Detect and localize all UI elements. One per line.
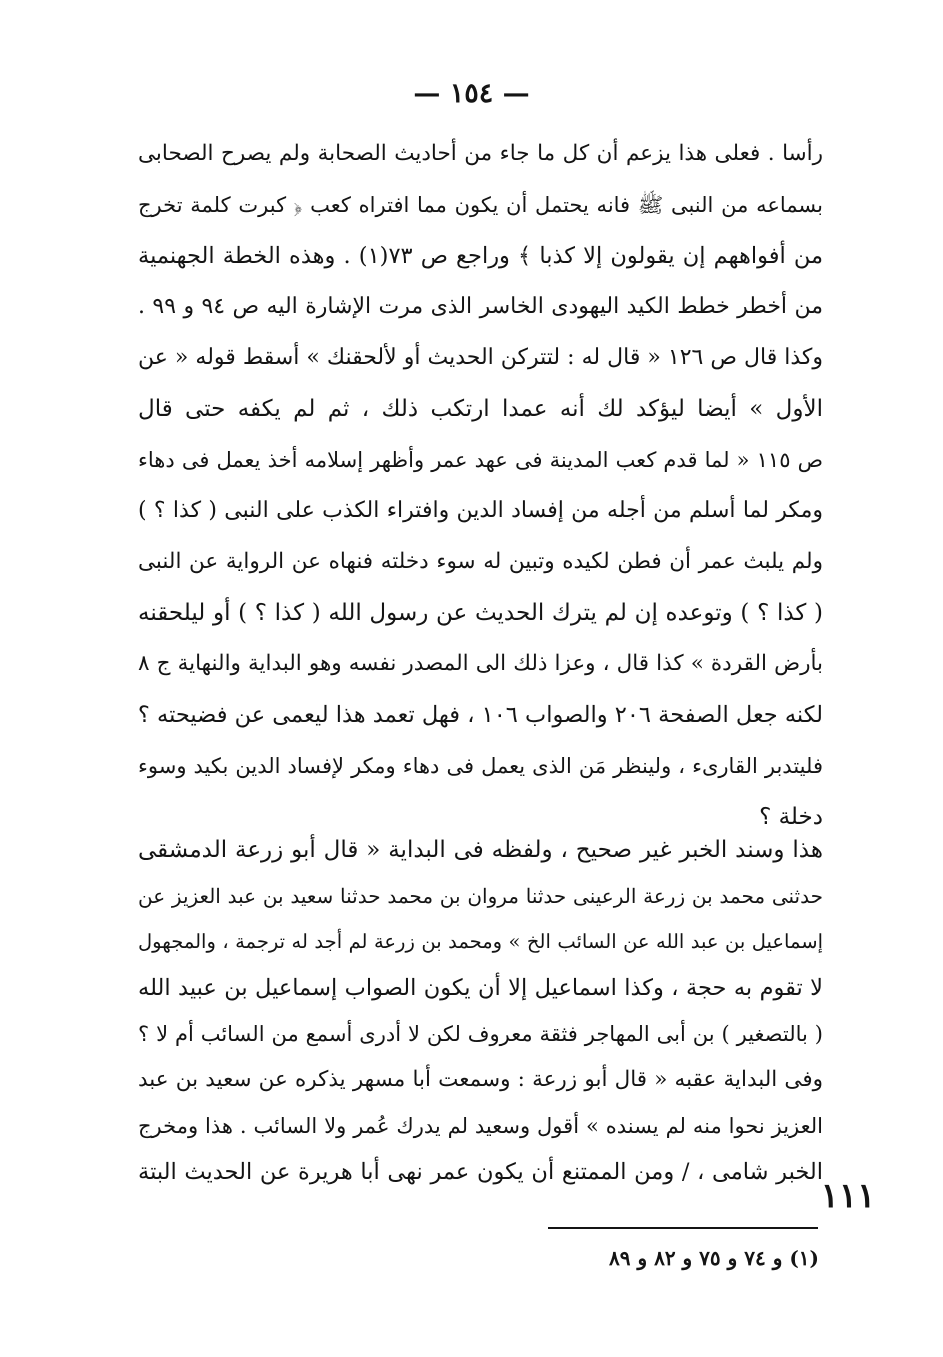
text-line: ولم يلبث عمر أن فطن لكيده وتبين له سوء دخلته فنهاه عن الرواية عن النبى — [138, 549, 823, 574]
text-line: ( بالتصغير ) بن أبى المهاجر فثقة معروف لكن لا أدرى أسمع من السائب أم لا ؟ — [138, 1022, 823, 1046]
text-line: ومكر لما أسلم من أجله من إفساد الدين وافتراء الكذب على النبى ( كذا ؟ ) — [138, 498, 823, 523]
text-line: دخلة ؟ — [759, 804, 823, 830]
page-number: — ١٥٤ — — [413, 78, 530, 109]
text-line: وكذا قال ص ١٢٦ « قال له : لتتركن الحديث أو لألحقنك » أسقط قوله « عن — [138, 345, 823, 370]
text-line: ( كذا ؟ ) وتوعده إن لم يترك الحديث عن رسول الله ( كذا ؟ ) أو ليلحقنه — [138, 600, 823, 626]
text-line: الأول » أيضا ليؤكد لك أنه عمدا ارتكب ذلك ، ثم لم يكفه حتى قال — [138, 396, 823, 422]
text-line: من أفواههم إن يقولون إلا كذبا ﴾ وراجع ص ٧٣(١) . وهذه الخطة الجهنمية — [138, 243, 823, 269]
margin-page-reference: ١١١ — [820, 1176, 876, 1216]
text-line: حدثنى محمد بن زرعة الرعينى حدثنا مروان بن محمد حدثنا سعيد بن عبد العزيز عن — [138, 884, 823, 908]
text-line: الخبر شامى ، / ومن الممتنع أن يكون عمر نهى أبا هريرة عن الحديث البتة — [138, 1159, 823, 1185]
text-line: بأرض القردة » كذا قال ، وعزا ذلك الى المصدر نفسه وهو البداية والنهاية ج ٨ — [138, 651, 823, 676]
footnote-divider — [548, 1227, 818, 1229]
text-line: لا تقوم به حجة ، وكذا اسماعيل إلا أن يكون الصواب إسماعيل بن عبيد الله — [138, 975, 823, 1001]
text-line: بسماعه من النبى ﷺ فانه يحتمل أن يكون مما افتراه كعب ﴿ كبرت كلمة تخرج — [138, 193, 823, 217]
text-line: رأسا . فعلى هذا يزعم أن كل ما جاء من أحاديث الصحابة ولم يصرح الصحابى — [138, 141, 823, 166]
text-line: من أخطر خطط الكيد اليهودى الخاسر الذى مرت الإشارة اليه ص ٩٤ و ٩٩ . — [138, 294, 823, 319]
text-line: فليتدبر القارىء ، ولينظر مَن الذى يعمل فى دهاء ومكر لإفساد الدين بكيد وسوء — [138, 754, 823, 778]
text-line: إسماعيل بن عبد الله عن السائب الخ » ومحمد بن زرعة لم أجد له ترجمة ، والمجهول — [138, 930, 823, 953]
footnote: (١) و ٧٤ و ٧٥ و ٨٢ و ٨٩ — [609, 1246, 819, 1270]
text-line: ص ١١٥ « لما قدم كعب المدينة فى عهد عمر وأظهر إسلامه أخذ يعمل فى دهاء — [138, 448, 823, 472]
text-line: العزيز نحوا منه لم يسنده » أقول وسعيد لم يدرك عُمر ولا السائب . هذا ومخرج — [138, 1114, 823, 1138]
text-line: هذا وسند الخبر غير صحيح ، ولفظه فى البداية « قال أبو زرعة الدمشقى — [138, 837, 823, 863]
text-line: لكنه جعل الصفحة ٢٠٦ والصواب ١٠٦ ، فهل تعمد هذا ليعمى عن فضيحته ؟ — [138, 702, 823, 728]
text-line: وفى البداية عقبه « قال أبو زرعة : وسمعت أبا مسهر يذكره عن سعيد بن عبد — [138, 1067, 823, 1092]
